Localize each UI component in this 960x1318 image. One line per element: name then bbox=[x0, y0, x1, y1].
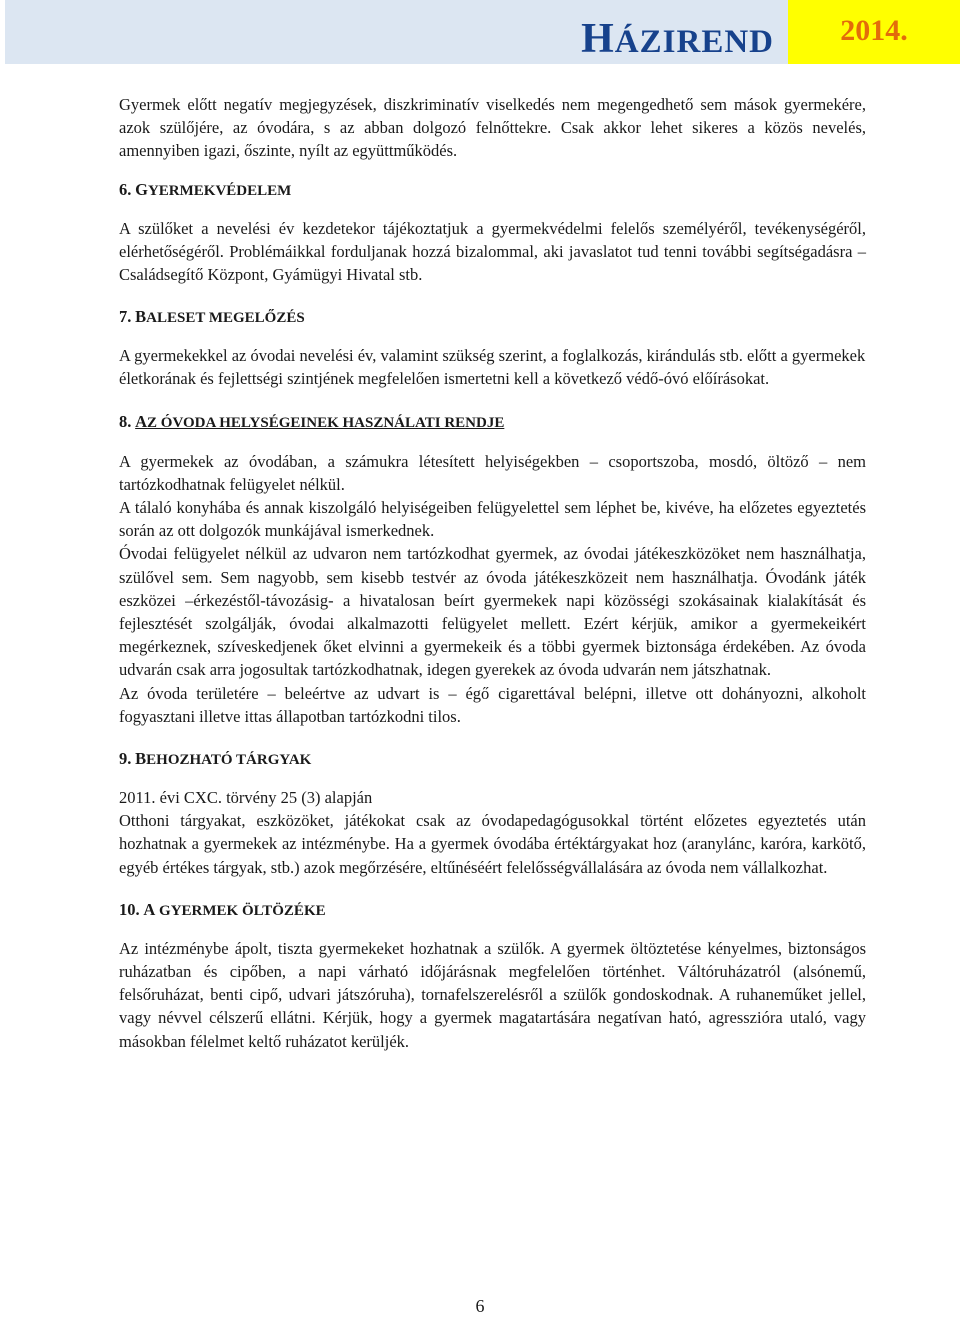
section-8-paragraph-4: Az óvoda területére – beleértve az udvart is – égő cigarettával belépni, illetve ott dohányozni, alkoholt fogyasztani illetve ittas állapotban tartózkodni tilos. bbox=[119, 683, 866, 726]
page-header bbox=[5, 0, 960, 64]
section-heading-6: 6. GYERMEKVÉDELEM bbox=[119, 179, 292, 199]
section-heading-10: 10. A GYERMEK ÖLTÖZÉKE bbox=[119, 899, 326, 919]
document-year: 2014. bbox=[840, 14, 908, 47]
document-body bbox=[119, 93, 866, 1053]
section-heading-7: 7. BALESET MEGELŐZÉS bbox=[119, 307, 305, 327]
intro-paragraph: Gyermek előtt negatív megjegyzések, diszkriminatív viselkedés nem megengedhető sem mások gyermekére, azok szülőjére, az óvodára, s az abban dolgozó felnőttekre. Csak akkor lehet sikeres a közös nevelés, amennyiben igazi, őszinte, nyílt az együttműködés. bbox=[119, 95, 866, 161]
section-7-paragraph: A gyermekekkel az óvodai nevelési év, valamint szükség szerint, a foglalkozás, kirándulás stb. előtt a gyermekek életkorának és fejlettségi szintjének megfelelően ismertetni kell a következő védő-óvó előírásokat. bbox=[119, 346, 866, 389]
page-number: 6 bbox=[475, 1296, 485, 1316]
header-title-box bbox=[5, 0, 788, 64]
document-title: HÁZIREND bbox=[581, 16, 774, 62]
section-9-law-reference: 2011. évi CXC. törvény 25 (3) alapján bbox=[119, 788, 373, 808]
section-heading-9: 9. BEHOZHATÓ TÁRGYAK bbox=[119, 749, 312, 769]
section-6-paragraph: A szülőket a nevelési év kezdetekor tájékoztatjuk a gyermekvédelmi felelős személyéről, tevékenységéről, elérhetőségéről. Problémáikkal forduljanak hozzá bizalommal, aki javaslatot tud tenni további segítségadásra –Családsegítő Központ, Gyámügyi Hivatal stb. bbox=[119, 218, 866, 285]
section-9-paragraph: Otthoni tárgyakat, eszközöket, játékokat csak az óvodapedagógusokkal történt előzetes egyeztetés után hozhatnak a gyermekek az intézménybe. Ha a gyermek óvodába értéktárgyakat hoz (aranylánc, karóra, karkötő, egyéb értékes tárgyak, stb.) azok megőrzésére, eltűnéséért felelősségvállalására az óvoda nem vállalkozhat. bbox=[119, 811, 866, 877]
header-year-box bbox=[788, 0, 960, 64]
section-8-paragraph-3: Óvodai felügyelet nélkül az udvaron nem tartózkodhat gyermek, az óvodai játékeszközöket nem használhatja, szülővel sem. Sem nagyobb, sem kisebb testvér az óvoda játékeszközeit nem használhatja. Óvodánk játék eszközei –érkezéstől-távozásig- a hivatalosan beírt gyermekek napi közösségi szokásainak kialakítását és fejlesztését szolgálják, óvodai alkalmazotti felügyelet mellett. Ezért kérjük, amikor a gyermekeikért megérkeznek, szíveskedjenek őket elvinni a gyermekeik és a többi gyermek biztonsága érdekében. Az óvoda udvarán csak arra jogosultak tartózkodhatnak, idegen gyerekek az óvoda udvarán nem játszhatnak. bbox=[119, 544, 866, 680]
section-8-paragraph-2: A tálaló konyhába és annak kiszolgáló helyiségeiben felügyelettel sem léphet be, kivéve, ha előzetes egyeztetés során az ott dolgozók munkájával ismerkednek. bbox=[119, 498, 866, 541]
section-8-paragraph-1: A gyermekek az óvodában, a számukra létesített helyiségekben – csoportszoba, mosdó, öltöző – nem tartózkodhatnak felügyelet nélkül. bbox=[119, 451, 866, 494]
section-10-paragraph: Az intézménybe ápolt, tiszta gyermekeket hozhatnak a szülők. A gyermek öltöztetése kényelmes, biztonságos ruházatban és cipőben, a napi várható időjárásnak megfelelően történhet. Váltóruházatról (alsónemű, felsőruházat, benti cipő, udvari játszóruha), tornafelszerelésről a szülők gondoskodnak. A ruhaneműket jellel, vagy névvel célszerű ellátni. Kérjük, hogy a gyermek magatartására negatívan ható, agresszióra utaló, vagy másokban félelmet keltő ruházatot kerüljék. bbox=[119, 938, 866, 1051]
section-heading-8: 8. AZ ÓVODA HELYSÉGEINEK HASZNÁLATI RENDJE bbox=[119, 411, 505, 431]
